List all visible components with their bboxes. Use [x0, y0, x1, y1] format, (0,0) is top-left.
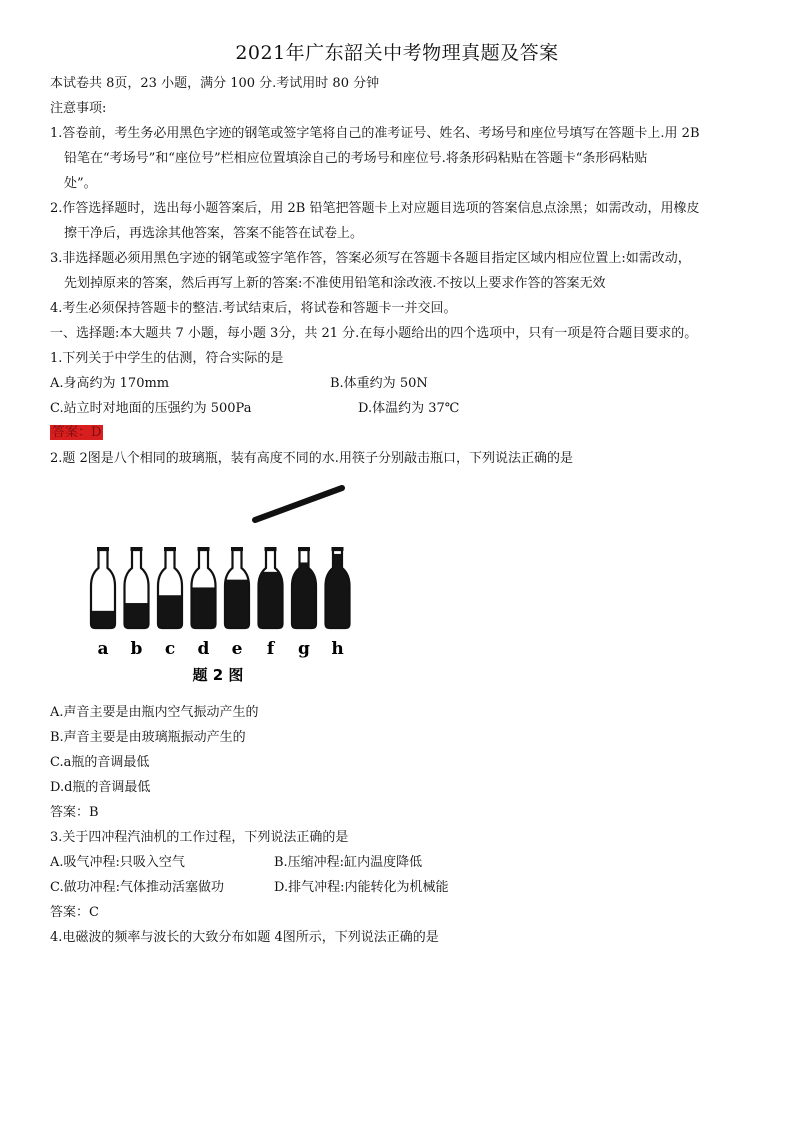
bottle-lip-a — [97, 547, 109, 551]
bottle-label-a: a — [97, 639, 109, 659]
water-f — [257, 572, 285, 630]
bottle-c — [156, 547, 184, 659]
water-e — [223, 580, 251, 630]
notice-2-line-2: 擦干净后，再选涂其他答案，答案不能答在试卷上。 — [64, 226, 364, 241]
q1-option-d: D.体温约为 37℃ — [358, 401, 460, 416]
bottle-label-d: d — [197, 639, 210, 659]
chopstick — [255, 488, 342, 520]
q1-option-a: A.身高约为 170mm — [50, 376, 170, 391]
notice-2-line-1: 2.作答选择题时，选出每小题答案后，用 2B 铅笔把答题卡上对应题目选项的答案信息点涂黑；如需改动，用橡皮 — [50, 201, 700, 216]
q3-option-b: B.压缩冲程:缸内温度降低 — [274, 855, 423, 870]
q1-answer: 答案：D — [52, 425, 102, 440]
bottle-label-h: h — [331, 639, 344, 659]
q2-option-b: B.声音主要是由玻璃瓶振动产生的 — [50, 730, 246, 745]
water-b — [123, 603, 151, 630]
notice-heading: 注意事项: — [50, 101, 107, 116]
bottle-d — [190, 547, 218, 659]
bottle-b — [123, 547, 151, 659]
bottles-svg — [80, 480, 370, 690]
bottle-label-b: b — [130, 639, 143, 659]
bottle-lip-d — [198, 547, 210, 551]
q1-stem: 1.下列关于中学生的估测，符合实际的是 — [50, 351, 284, 366]
bottle-a — [89, 547, 117, 659]
bottle-lip-e — [231, 547, 243, 551]
bottle-label-c: c — [164, 639, 176, 659]
notice-1-line-3: 处”。 — [64, 176, 97, 191]
bottle-h — [324, 547, 352, 659]
q3-option-a: A.吸气冲程:只吸入空气 — [50, 855, 185, 870]
notice-3-line-1: 3.非选择题必须用黑色字迹的钢笔或签字笔作答，答案必须写在答题卡各题目指定区域内相应位置上:如需改动， — [50, 251, 691, 266]
bottle-e — [223, 547, 251, 659]
exam-intro: 本试卷共 8页，23 小题，满分 100 分.考试用时 80 分钟 — [50, 76, 380, 91]
bottle-label-e: e — [231, 639, 243, 659]
q1-option-b: B.体重约为 50N — [330, 376, 428, 391]
bottle-g — [290, 547, 318, 659]
water-c — [156, 595, 184, 630]
page-title: 2021年广东韶关中考物理真题及答案 — [235, 42, 559, 64]
bottle-lip-c — [164, 547, 176, 551]
water-h — [324, 554, 352, 630]
bottle-lip-b — [131, 547, 143, 551]
bottle-f — [257, 547, 285, 659]
bottle-lip-g — [298, 547, 310, 551]
bottle-label-g: g — [298, 639, 310, 659]
bottle-lip-f — [265, 547, 277, 551]
water-d — [190, 587, 218, 630]
notice-1-line-2: 铅笔在“考场号”和“座位号”栏相应位置填涂自己的考场号和座位号.将条形码粘贴在答题卡“条形码粘贴 — [64, 151, 648, 166]
q2-option-c: C.a瓶的音调最低 — [50, 755, 150, 770]
q2-option-a: A.声音主要是由瓶内空气振动产生的 — [50, 705, 259, 720]
figure-caption: 题 2 图 — [192, 666, 244, 684]
section-heading: 一、选择题:本大题共 7 小题，每小题 3分，共 21 分.在每小题给出的四个选项中，只有一项是符合题目要求的。 — [50, 326, 698, 341]
q1-option-c: C.站立时对地面的压强约为 500Pa — [50, 401, 252, 416]
bottles-figure — [80, 480, 370, 690]
bottle-lip-h — [332, 547, 344, 551]
q2-stem: 2.题 2图是八个相同的玻璃瓶，装有高度不同的水.用筷子分别敲击瓶口，下列说法正确的是 — [50, 451, 573, 466]
q2-option-d: D.d瓶的音调最低 — [50, 780, 151, 795]
notice-4-line-1: 4.考生必须保持答题卡的整洁.考试结束后，将试卷和答题卡一并交回。 — [50, 301, 457, 316]
q3-option-d: D.排气冲程:内能转化为机械能 — [274, 880, 449, 895]
q4-stem: 4.电磁波的频率与波长的大致分布如题 4图所示，下列说法正确的是 — [50, 930, 439, 945]
notice-3-line-2: 先划掉原来的答案，然后再写上新的答案:不准使用铅笔和涂改液.不按以上要求作答的答案无效 — [64, 276, 606, 291]
notice-1-line-1: 1.答卷前，考生务必用黑色字迹的钢笔或签字笔将自己的准考证号、姓名、考场号和座位号填写在答题卡上.用 2B — [50, 126, 700, 141]
q3-stem: 3.关于四冲程汽油机的工作过程，下列说法正确的是 — [50, 830, 349, 845]
q3-option-c: C.做功冲程:气体推动活塞做功 — [50, 880, 224, 895]
bottle-label-f: f — [266, 639, 275, 659]
q2-answer: 答案：B — [50, 805, 99, 820]
q3-answer: 答案：C — [50, 905, 99, 920]
